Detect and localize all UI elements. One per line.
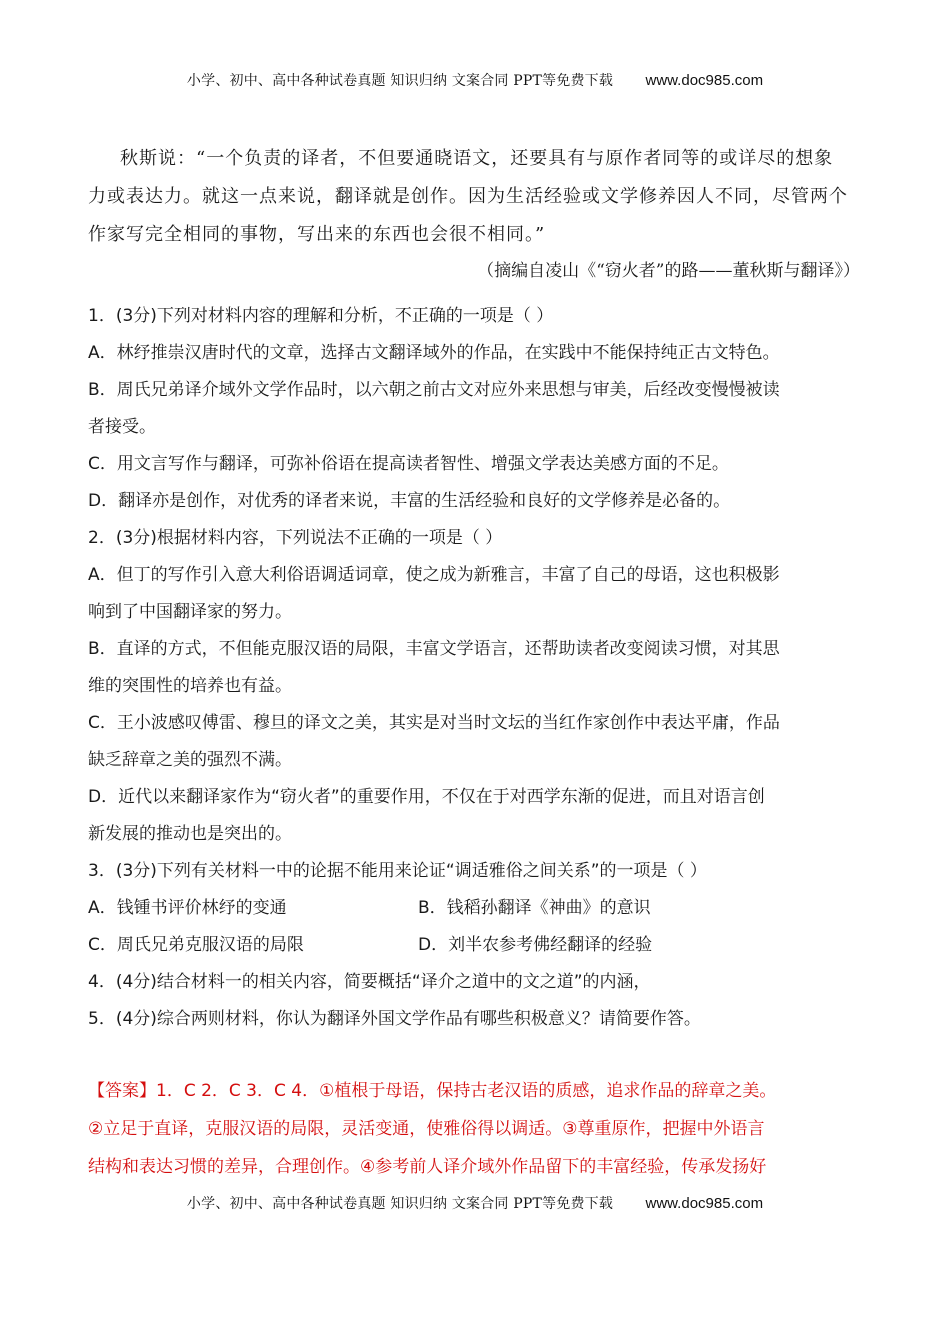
question-4-stem: 4．(4分)结合材料一的相关内容，简要概括“译介之道中的文之道”的内涵，: [88, 972, 651, 992]
footer-link[interactable]: www.doc985.com: [645, 1195, 764, 1212]
question-1-option-d: D．翻译亦是创作，对优秀的译者来说，丰富的生活经验和良好的文学修养是必备的。: [88, 491, 731, 511]
answer-line: ②立足于直译，克服汉语的局限，灵活变通，使雅俗得以调适。③尊重原作，把握中外语言: [88, 1119, 765, 1139]
quote-line: 秋斯说：“一个负责的译者，不但要通晓语文，还要具有与原作者同等的或详尽的想象: [120, 148, 834, 169]
question-2-option-d-cont: 新发展的推动也是突出的。: [88, 824, 292, 844]
question-2-option-a: A．但丁的写作引入意大利俗语调适词章，使之成为新雅言，丰富了自己的母语，这也积极影: [88, 565, 780, 585]
question-2-stem: 2．(3分)根据材料内容，下列说法不正确的一项是（ ）: [88, 528, 503, 548]
question-2-option-b-cont: 维的突围性的培养也有益。: [88, 676, 292, 696]
quote-line: 作家写完全相同的事物，写出来的东西也会很不相同。”: [88, 224, 546, 245]
answer-line: 结构和表达习惯的差异，合理创作。④参考前人译介域外作品留下的丰富经验，传承发扬好: [88, 1157, 767, 1177]
question-3-row-2: [88, 927, 878, 964]
header-text: 小学、初中、高中各种试卷真题 知识归纳 文案合同 PPT等免费下载: [186, 73, 614, 89]
question-3-stem: 3．(3分)下列有关材料一中的论据不能用来论证“调适雅俗之间关系”的一项是（ ）: [88, 861, 707, 881]
question-3-option-d: D．刘半农参考佛经翻译的经验: [418, 935, 653, 955]
question-3-option-c: C．周氏兄弟克服汉语的局限: [88, 935, 304, 955]
quote-line: 力或表达力。就这一点来说，翻译就是创作。因为生活经验或文学修养因人不同，尽管两个: [88, 186, 848, 207]
answer-line: 【答案】1．C 2．C 3．C 4．①植根于母语，保持古老汉语的质感，追求作品的辞章之美。: [88, 1081, 777, 1101]
question-2-option-d: D．近代以来翻译家作为“窃火者”的重要作用，不仅在于对西学东渐的促进，而且对语言创: [88, 787, 765, 807]
question-3-option-b: B．钱稻孙翻译《神曲》的意识: [418, 898, 651, 918]
question-2-option-a-cont: 响到了中国翻译家的努力。: [88, 602, 292, 622]
question-2-option-c-cont: 缺乏辞章之美的强烈不满。: [88, 750, 292, 770]
question-1-option-b-cont: 者接受。: [88, 417, 156, 437]
quote-paragraph: [88, 140, 878, 254]
question-5-stem: 5．(4分)综合两则材料，你认为翻译外国文学作品有哪些积极意义？请简要作答。: [88, 1009, 701, 1029]
page-header: [0, 70, 950, 90]
question-1-option-b: B．周氏兄弟译介域外文学作品时，以六朝之前古文对应外来思想与审美，后经改变慢慢被读: [88, 380, 780, 400]
question-2-option-c: C．王小波感叹傅雷、穆旦的译文之美，其实是对当时文坛的当红作家创作中表达平庸，作品: [88, 713, 780, 733]
question-list: [88, 298, 878, 1038]
question-3-row-1: [88, 890, 878, 927]
footer-text: 小学、初中、高中各种试卷真题 知识归纳 文案合同 PPT等免费下载: [186, 1196, 614, 1212]
question-3-option-a: A．钱锺书评价林纾的变通: [88, 898, 287, 918]
question-1-option-a: A．林纾推崇汉唐时代的文章，选择古文翻译域外的作品，在实践中不能保持纯正古文特色。: [88, 343, 780, 363]
question-2-option-b: B．直译的方式，不但能克服汉语的局限，丰富文学语言，还帮助读者改变阅读习惯，对其思: [88, 639, 780, 659]
quote-source: （摘编自凌山《“窃火者”的路——董秋斯与翻译》）: [477, 261, 860, 281]
page-footer: [0, 1193, 950, 1213]
question-1-stem: 1．(3分)下列对材料内容的理解和分析，不正确的一项是（ ）: [88, 306, 554, 326]
answer-block: [88, 1072, 878, 1186]
header-link[interactable]: www.doc985.com: [645, 72, 764, 89]
question-1-option-c: C．用文言写作与翻译，可弥补俗语在提高读者智性、增强文学表达美感方面的不足。: [88, 454, 729, 474]
